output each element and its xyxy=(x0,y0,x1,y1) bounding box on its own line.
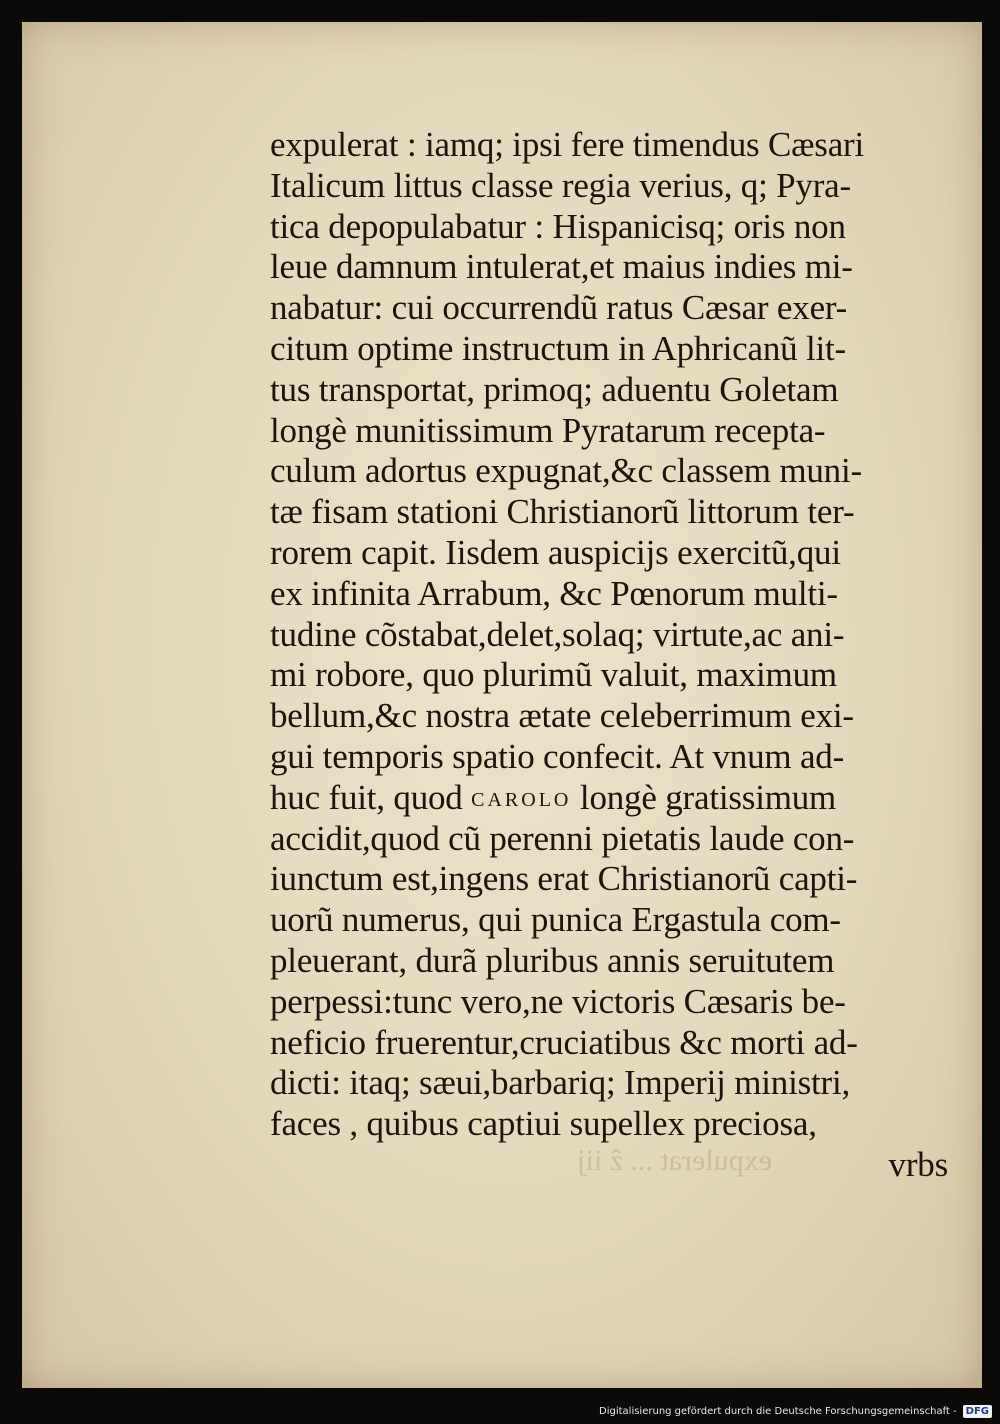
text-line: bellum,&c nostra ætate celeberrimum exi- xyxy=(270,696,854,736)
text-line: dicti: itaq; sæui,barbariq; Imperij ministri, xyxy=(270,1063,851,1103)
text-line: tæ fisam stationi Christianorũ littorum ter- xyxy=(270,492,855,532)
dfg-logo-icon: DFG xyxy=(963,1405,992,1418)
digitization-footer xyxy=(599,1402,992,1420)
text-line: uorũ numerus, qui punica Ergastula com- xyxy=(270,900,841,940)
text-fragment: longè gratissimum xyxy=(571,777,837,817)
text-line: mi robore, quo plurimũ valuit, maximum xyxy=(270,655,837,695)
text-line: gui temporis spatio confecit. At vnum ad- xyxy=(270,736,845,776)
text-line xyxy=(270,778,960,819)
bleed-through-text: expulerat ... ẑ iij xyxy=(577,1144,772,1177)
text-line: citum optime instructum in Aphricanũ lit- xyxy=(270,328,847,368)
text-line: culum adortus expugnat,&c classem muni- xyxy=(270,451,862,491)
text-block xyxy=(270,125,960,1186)
text-line: longè munitissimum Pyratarum recepta- xyxy=(270,410,826,450)
text-line: tica depopulabatur : Hispanicisq; oris non xyxy=(270,206,846,246)
footer-text: Digitalisierung gefördert durch die Deutsche Forschungsgemeinschaft - xyxy=(599,1405,957,1417)
text-line: accidit,quod cũ perenni pietatis laude con- xyxy=(270,818,855,858)
catchword: vrbs xyxy=(888,1144,948,1184)
smallcaps-name: CAROLO xyxy=(471,788,572,811)
text-line: nabatur: cui occurrendũ ratus Cæsar exer- xyxy=(270,288,848,328)
text-line: faces , quibus captiui supellex preciosa, xyxy=(270,1104,817,1144)
text-line: rorem capit. Iisdem auspicijs exercitũ,qui xyxy=(270,532,841,572)
text-line: pleuerant, durã pluribus annis seruitutem xyxy=(270,940,835,980)
text-line: tus transportat, primoq; aduentu Goletam xyxy=(270,369,839,409)
text-line: ex infinita Arrabum, &c Pœnorum multi- xyxy=(270,573,838,613)
text-line: tudine cõstabat,delet,solaq; virtute,ac ani- xyxy=(270,614,845,654)
text-line: neficio fruerentur,cruciatibus &c morti ad- xyxy=(270,1022,858,1062)
text-line: Italicum littus classe regia verius, q; Pyra- xyxy=(270,165,851,205)
text-line: leue damnum intulerat,et maius indies mi- xyxy=(270,247,853,287)
text-line: expulerat : iamq; ipsi fere timendus Cæsari xyxy=(270,125,865,164)
text-line: perpessi:tunc vero,ne victoris Cæsaris be- xyxy=(270,981,846,1021)
book-page xyxy=(22,22,982,1388)
text-line: iunctum est,ingens erat Christianorũ capti- xyxy=(270,859,858,899)
text-fragment: huc fuit, quod xyxy=(270,777,472,817)
